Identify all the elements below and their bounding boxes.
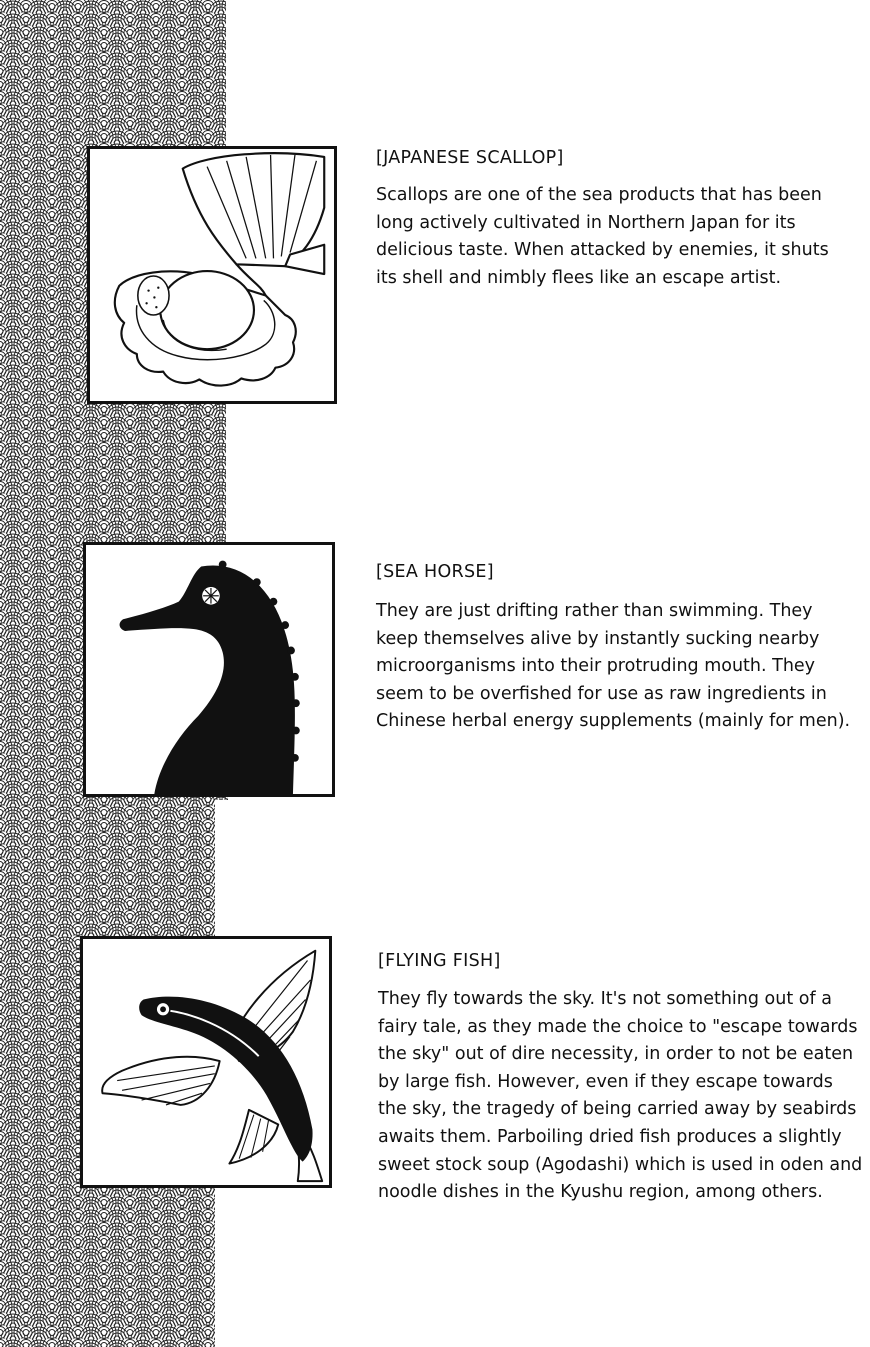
description-line: the sky" out of dire necessity, in order to not be eaten — [378, 1044, 854, 1065]
description-line: They are just drifting rather than swimming. They — [376, 601, 813, 621]
description-line: sweet stock soup (Agodashi) which is used in oden and — [378, 1154, 863, 1175]
entry-description — [376, 182, 829, 292]
description-line: microorganisms into their protruding mouth. They — [376, 656, 816, 677]
description-line: the sky, the tragedy of being carried away by seabirds — [378, 1099, 857, 1120]
description-line: Scallops are one of the sea products that has been — [376, 185, 822, 205]
description-line: by large fish. However, even if they escape towards — [378, 1071, 833, 1092]
seahorse-illustration — [83, 542, 335, 797]
description-line: keep themselves alive by instantly sucking nearby — [376, 628, 820, 649]
entry-title: [FLYING FISH] — [378, 951, 501, 971]
scallop-illustration — [87, 146, 337, 404]
description-line: long actively cultivated in Northern Japan for its — [376, 212, 796, 233]
entry-description — [376, 598, 851, 736]
description-line: fairy tale, as they made the choice to "escape towards — [378, 1016, 858, 1037]
description-line: seem to be overfished for use as raw ingredients in — [376, 683, 827, 704]
entry-title: [SEA HORSE] — [376, 562, 494, 582]
flying-fish-illustration — [80, 936, 332, 1188]
entry-description — [378, 986, 863, 1207]
description-line: They fly towards the sky. It's not something out of a — [378, 989, 832, 1009]
description-line: noodle dishes in the Kyushu region, among others. — [378, 1182, 823, 1203]
description-line: delicious taste. When attacked by enemies, it shuts — [376, 240, 829, 261]
description-line: Chinese herbal energy supplements (mainly for men). — [376, 711, 851, 732]
description-line: its shell and nimbly flees like an escape artist. — [376, 267, 782, 288]
entry-title: [JAPANESE SCALLOP] — [376, 148, 564, 168]
description-line: awaits them. Parboiling dried fish produces a slightly — [378, 1126, 842, 1147]
